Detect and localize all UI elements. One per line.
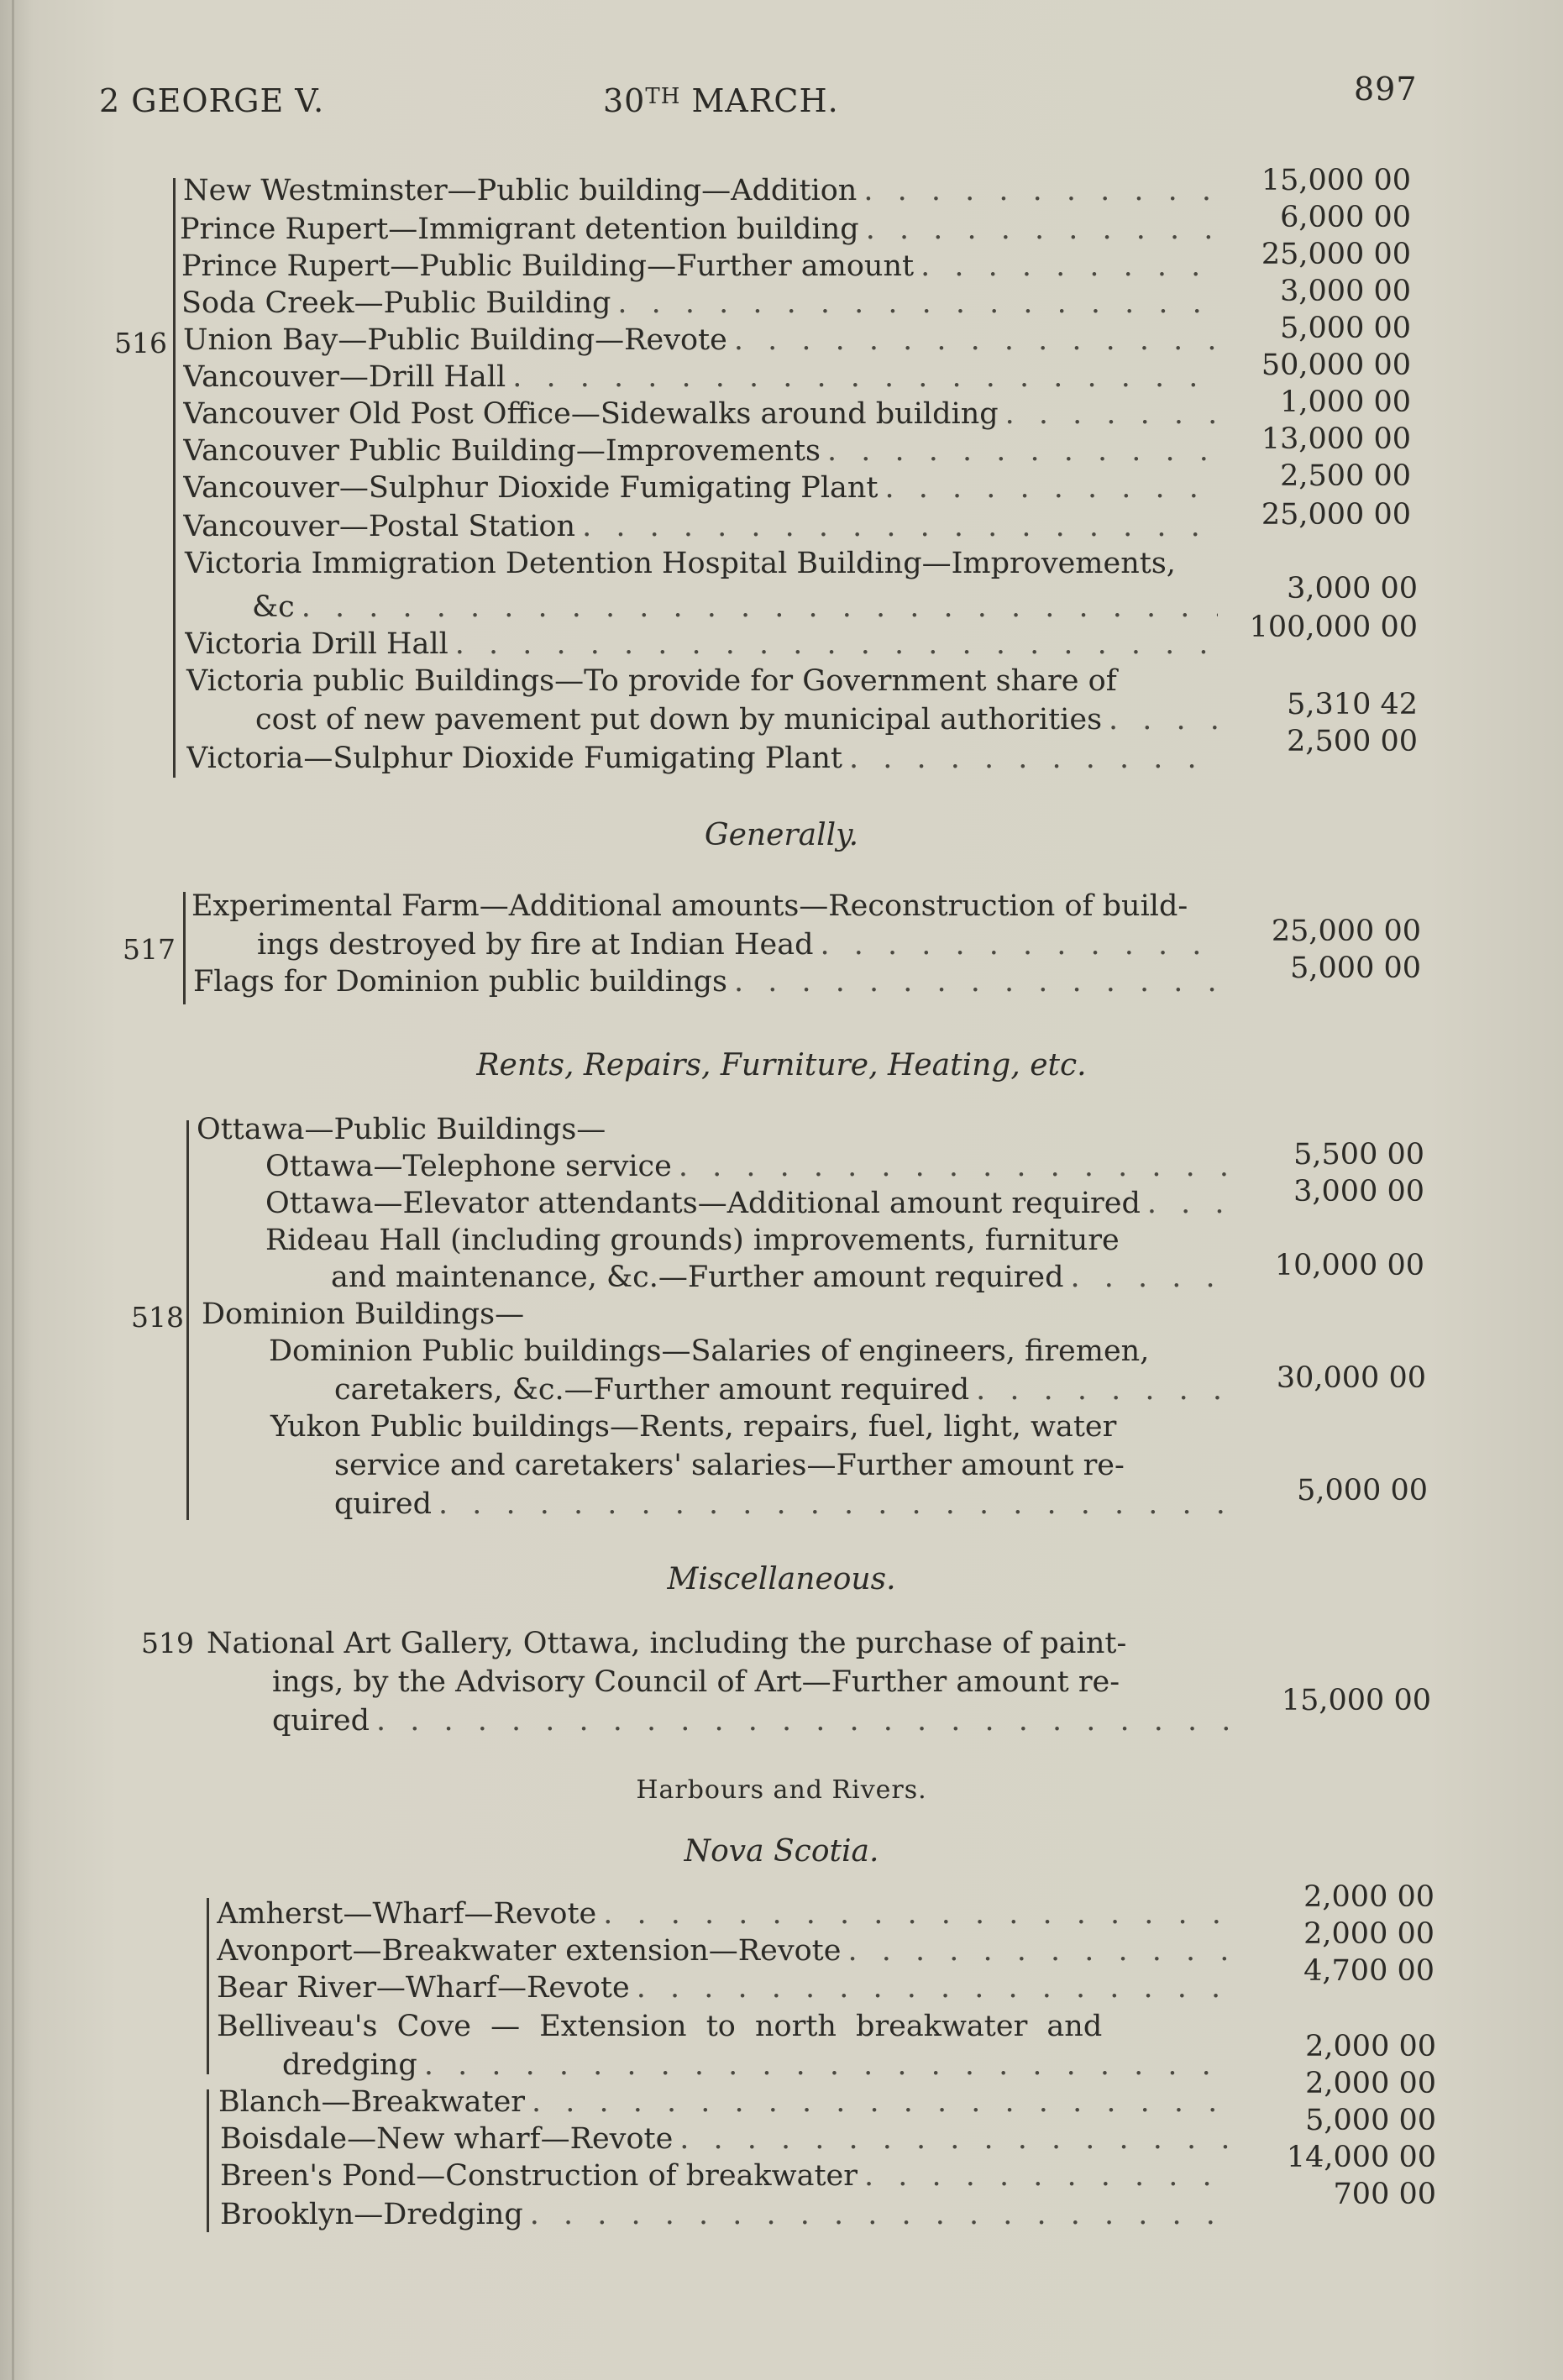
line-item: Vancouver Old Post Office—Sidewalks around building . . . [183, 395, 1218, 433]
line-item-text: Yukon Public buildings—Rents, repairs, fuel, light, water [270, 1410, 1117, 1444]
brace-518 [186, 1120, 189, 1520]
line-item: Soda Creek—Public Building . . . [181, 284, 1218, 322]
section-heading-rents: Rents, Repairs, Furniture, Heating, etc. [476, 1048, 1087, 1083]
line-amount: 5,000 00 [1297, 1474, 1428, 1507]
brace-harbours-2 [207, 2089, 209, 2232]
line-item: Bear River—Wharf—Revote . . . [217, 1968, 1236, 2007]
line-item-text: Dominion Public buildings—Salaries of engineers, firemen, [269, 1334, 1150, 1368]
line-amount: 5,000 00 [1290, 951, 1421, 985]
line-amount: 1,000 00 [1280, 385, 1411, 419]
line-amount: 5,500 00 [1293, 1138, 1424, 1172]
line-item: quired . . . [272, 1701, 1233, 1740]
line-item: Vancouver Public Building—Improvements . . . [183, 432, 1218, 470]
header-date-sup: TH [645, 84, 681, 109]
line-item: Breen's Pond—Construction of breakwater . . . [220, 2157, 1236, 2195]
line-item-text: service and caretakers' salaries—Further amount re- [334, 1449, 1125, 1482]
line-amount: 2,500 00 [1280, 459, 1411, 493]
page-number: 897 [1354, 71, 1418, 107]
line-amount: 10,000 00 [1274, 1249, 1424, 1282]
brace-516 [173, 178, 176, 778]
line-amount: 4,700 00 [1303, 1954, 1434, 1988]
line-amount: 2,000 00 [1303, 1917, 1434, 1951]
line-item: Avonport—Breakwater extension—Revote . . . [217, 1932, 1236, 1970]
line-item: Vancouver—Sulphur Dioxide Fumigating Plant . . . [183, 469, 1218, 507]
line-amount: 30,000 00 [1276, 1361, 1426, 1395]
line-amount: 6,000 00 [1280, 201, 1411, 234]
line-amount: 13,000 00 [1261, 422, 1411, 456]
section-heading-harbours: Harbours and Rivers. [636, 1775, 927, 1805]
subheading-ottawa: Ottawa—Public Buildings— [197, 1113, 606, 1146]
line-item: ings destroyed by fire at Indian Head . . . [257, 925, 1221, 964]
line-item-text: National Art Gallery, Ottawa, including the purchase of paint- [207, 1627, 1127, 1660]
line-item: cost of new pavement put down by municipal authorities . . . [255, 700, 1218, 739]
line-amount: 5,310 42 [1287, 688, 1418, 721]
line-amount: 25,000 00 [1261, 498, 1411, 532]
line-item: &c . . . [252, 588, 1218, 626]
line-amount: 50,000 00 [1261, 349, 1411, 382]
item-number-518: 518 [131, 1301, 184, 1334]
brace-harbours-1 [207, 1898, 209, 2074]
line-item: Vancouver—Drill Hall . . . [183, 358, 1218, 396]
line-item: New Westminster—Public building—Addition . . . [183, 171, 1218, 210]
section-subheading-nova-scotia: Nova Scotia. [684, 1834, 879, 1869]
line-item: Victoria—Sulphur Dioxide Fumigating Plant . . . [186, 739, 1218, 778]
header-date-day: 30 [603, 82, 646, 119]
line-item: Victoria Drill Hall . . . [185, 625, 1218, 663]
line-amount: 2,000 00 [1305, 2067, 1436, 2100]
line-amount: 100,000 00 [1249, 611, 1418, 644]
line-item-text: Rideau Hall (including grounds) improvements, furniture [265, 1224, 1120, 1257]
line-amount: 700 00 [1333, 2178, 1436, 2211]
line-amount: 25,000 00 [1271, 915, 1421, 948]
line-item: Prince Rupert—Public Building—Further amount . . . [181, 247, 1218, 286]
line-amount: 25,000 00 [1261, 238, 1411, 271]
header-date-month: MARCH. [680, 82, 839, 119]
line-amount: 15,000 00 [1281, 1684, 1431, 1717]
item-number-516: 516 [114, 327, 167, 359]
line-amount: 3,000 00 [1293, 1175, 1424, 1208]
section-heading-misc: Miscellaneous. [667, 1562, 896, 1596]
line-amount: 2,500 00 [1287, 725, 1418, 758]
line-item-text: Belliveau's Cove — Extension to north breakwater and [217, 2010, 1103, 2043]
line-item: quired . . . [334, 1485, 1230, 1523]
line-amount: 2,000 00 [1303, 1880, 1434, 1914]
line-item: Boisdale—New wharf—Revote . . . [220, 2120, 1236, 2158]
line-item: caretakers, &c.—Further amount required . . . [334, 1371, 1230, 1409]
line-item: Ottawa—Elevator attendants—Additional amount required . . . [265, 1184, 1226, 1223]
line-amount: 15,000 00 [1261, 164, 1411, 197]
line-amount: 14,000 00 [1286, 2141, 1436, 2174]
line-item-text: Experimental Farm—Additional amounts—Reconstruction of build- [191, 889, 1188, 923]
header-session: 2 GEORGE V. [99, 82, 325, 119]
item-number-517: 517 [123, 933, 176, 966]
line-amount: 3,000 00 [1280, 275, 1411, 308]
binding-shadow [12, 0, 14, 2380]
item-number-519: 519 [141, 1627, 194, 1659]
line-amount: 5,000 00 [1280, 312, 1411, 345]
section-heading-generally: Generally. [704, 818, 859, 852]
line-item: and maintenance, &c.—Further amount required . . . [331, 1258, 1226, 1297]
line-item: Blanch—Breakwater . . . [218, 2083, 1236, 2121]
line-item: dredging . . . [282, 2046, 1236, 2084]
line-item: Vancouver—Postal Station . . . [183, 507, 1218, 546]
line-item: Ottawa—Telephone service . . . [265, 1147, 1226, 1186]
line-item-text: Victoria Immigration Detention Hospital Building—Improvements, [185, 547, 1176, 580]
line-item: Prince Rupert—Immigrant detention building . . . [180, 210, 1218, 249]
header-date [603, 82, 839, 119]
line-item: Amherst—Wharf—Revote . . . [217, 1895, 1236, 1933]
subheading-dominion: Dominion Buildings— [202, 1297, 525, 1331]
line-amount: 5,000 00 [1305, 2104, 1436, 2137]
line-item: Union Bay—Public Building—Revote . . . [183, 321, 1218, 359]
line-amount: 2,000 00 [1305, 2030, 1436, 2063]
line-item-text: Victoria public Buildings—To provide for Government share of [186, 664, 1117, 698]
line-item: Flags for Dominion public buildings . . . [193, 962, 1221, 1001]
brace-517 [183, 892, 186, 1004]
line-amount: 3,000 00 [1287, 572, 1418, 605]
line-item-text: ings, by the Advisory Council of Art—Further amount re- [272, 1665, 1120, 1699]
line-item: Brooklyn—Dredging . . . [220, 2195, 1236, 2234]
